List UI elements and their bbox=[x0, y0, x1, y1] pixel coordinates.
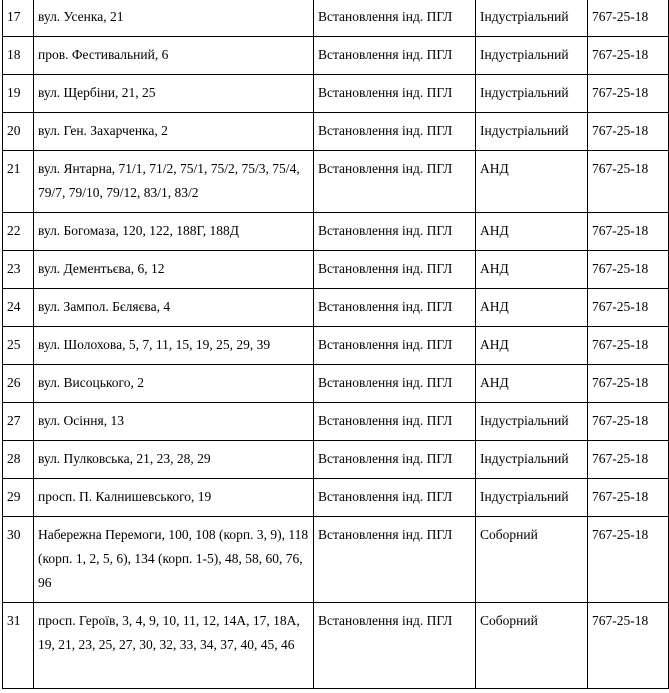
row-number-cell: 29 bbox=[3, 479, 34, 517]
work-type-cell: Встановлення інд. ПГЛ bbox=[314, 365, 476, 403]
table-row bbox=[3, 151, 669, 213]
district-cell: Індустріальний bbox=[476, 113, 588, 151]
work-type-cell: Встановлення інд. ПГЛ bbox=[314, 37, 476, 75]
table-row bbox=[3, 213, 669, 251]
phone-cell: 767-25-18 bbox=[588, 365, 669, 403]
address-cell: вул. Пулковська, 21, 23, 28, 29 bbox=[34, 441, 314, 479]
work-type-cell: Встановлення інд. ПГЛ bbox=[314, 327, 476, 365]
table-row bbox=[3, 289, 669, 327]
row-number-cell: 25 bbox=[3, 327, 34, 365]
table-row bbox=[3, 441, 669, 479]
phone-cell: 767-25-18 bbox=[588, 213, 669, 251]
work-type-cell: Встановлення інд. ПГЛ bbox=[314, 517, 476, 603]
address-cell: вул. Зампол. Бєляєва, 4 bbox=[34, 289, 314, 327]
phone-cell: 767-25-18 bbox=[588, 151, 669, 213]
row-number-cell: 17 bbox=[3, 0, 34, 37]
address-cell: вул. Дементьєва, 6, 12 bbox=[34, 251, 314, 289]
work-type-cell: Встановлення інд. ПГЛ bbox=[314, 479, 476, 517]
row-number-cell: 19 bbox=[3, 75, 34, 113]
phone-cell: 767-25-18 bbox=[588, 113, 669, 151]
district-cell: Індустріальний bbox=[476, 0, 588, 37]
district-cell: АНД bbox=[476, 251, 588, 289]
work-type-cell: Встановлення інд. ПГЛ bbox=[314, 603, 476, 689]
district-cell: Соборний bbox=[476, 603, 588, 689]
work-type-cell: Встановлення інд. ПГЛ bbox=[314, 75, 476, 113]
phone-cell: 767-25-18 bbox=[588, 37, 669, 75]
table-row bbox=[3, 365, 669, 403]
district-cell: Індустріальний bbox=[476, 403, 588, 441]
table-row bbox=[3, 0, 669, 37]
row-number-cell: 18 bbox=[3, 37, 34, 75]
work-type-cell: Встановлення інд. ПГЛ bbox=[314, 289, 476, 327]
row-number-cell: 21 bbox=[3, 151, 34, 213]
work-type-cell: Встановлення інд. ПГЛ bbox=[314, 113, 476, 151]
address-cell: вул. Шолохова, 5, 7, 11, 15, 19, 25, 29, 39 bbox=[34, 327, 314, 365]
work-type-cell: Встановлення інд. ПГЛ bbox=[314, 403, 476, 441]
table-row bbox=[3, 113, 669, 151]
row-number-cell: 31 bbox=[3, 603, 34, 689]
row-number-cell: 22 bbox=[3, 213, 34, 251]
row-number-cell: 28 bbox=[3, 441, 34, 479]
work-type-cell: Встановлення інд. ПГЛ bbox=[314, 151, 476, 213]
table-row bbox=[3, 327, 669, 365]
phone-cell: 767-25-18 bbox=[588, 251, 669, 289]
address-cell: просп. Героїв, 3, 4, 9, 10, 11, 12, 14А, 17, 18А, 19, 21, 23, 25, 27, 30, 32, 33, 34, 37, 40, 45, 46 bbox=[34, 603, 314, 689]
address-cell: вул. Осіння, 13 bbox=[34, 403, 314, 441]
phone-cell: 767-25-18 bbox=[588, 0, 669, 37]
district-cell: Індустріальний bbox=[476, 75, 588, 113]
work-type-cell: Встановлення інд. ПГЛ bbox=[314, 213, 476, 251]
work-type-cell: Встановлення інд. ПГЛ bbox=[314, 251, 476, 289]
row-number-cell: 24 bbox=[3, 289, 34, 327]
district-cell: Індустріальний bbox=[476, 479, 588, 517]
address-cell: вул. Висоцького, 2 bbox=[34, 365, 314, 403]
district-cell: АНД bbox=[476, 151, 588, 213]
district-cell: АНД bbox=[476, 213, 588, 251]
district-cell: АНД bbox=[476, 365, 588, 403]
phone-cell: 767-25-18 bbox=[588, 403, 669, 441]
address-cell: вул. Богомаза, 120, 122, 188Г, 188Д bbox=[34, 213, 314, 251]
district-cell: АНД bbox=[476, 289, 588, 327]
row-number-cell: 23 bbox=[3, 251, 34, 289]
table-row bbox=[3, 75, 669, 113]
table-row bbox=[3, 517, 669, 603]
address-cell: вул. Щербіни, 21, 25 bbox=[34, 75, 314, 113]
phone-cell: 767-25-18 bbox=[588, 289, 669, 327]
district-cell: АНД bbox=[476, 327, 588, 365]
address-cell: просп. П. Калнишевського, 19 bbox=[34, 479, 314, 517]
address-cell: пров. Фестивальний, 6 bbox=[34, 37, 314, 75]
table-row bbox=[3, 251, 669, 289]
phone-cell: 767-25-18 bbox=[588, 603, 669, 689]
district-cell: Соборний bbox=[476, 517, 588, 603]
row-number-cell: 26 bbox=[3, 365, 34, 403]
work-type-cell: Встановлення інд. ПГЛ bbox=[314, 441, 476, 479]
phone-cell: 767-25-18 bbox=[588, 517, 669, 603]
table-body bbox=[3, 0, 669, 689]
table-row bbox=[3, 37, 669, 75]
work-type-cell: Встановлення інд. ПГЛ bbox=[314, 0, 476, 37]
works-table bbox=[2, 0, 669, 689]
table-row bbox=[3, 479, 669, 517]
row-number-cell: 30 bbox=[3, 517, 34, 603]
address-cell: вул. Ген. Захарченка, 2 bbox=[34, 113, 314, 151]
phone-cell: 767-25-18 bbox=[588, 75, 669, 113]
row-number-cell: 27 bbox=[3, 403, 34, 441]
address-cell: вул. Янтарна, 71/1, 71/2, 75/1, 75/2, 75/3, 75/4, 79/7, 79/10, 79/12, 83/1, 83/2 bbox=[34, 151, 314, 213]
district-cell: Індустріальний bbox=[476, 37, 588, 75]
district-cell: Індустріальний bbox=[476, 441, 588, 479]
address-cell: вул. Усенка, 21 bbox=[34, 0, 314, 37]
address-cell: Набережна Перемоги, 100, 108 (корп. 3, 9), 118 (корп. 1, 2, 5, 6), 134 (корп. 1-5), 48, 58, 60, 76, 96 bbox=[34, 517, 314, 603]
table-row bbox=[3, 603, 669, 689]
phone-cell: 767-25-18 bbox=[588, 441, 669, 479]
phone-cell: 767-25-18 bbox=[588, 479, 669, 517]
table-row bbox=[3, 403, 669, 441]
row-number-cell: 20 bbox=[3, 113, 34, 151]
phone-cell: 767-25-18 bbox=[588, 327, 669, 365]
